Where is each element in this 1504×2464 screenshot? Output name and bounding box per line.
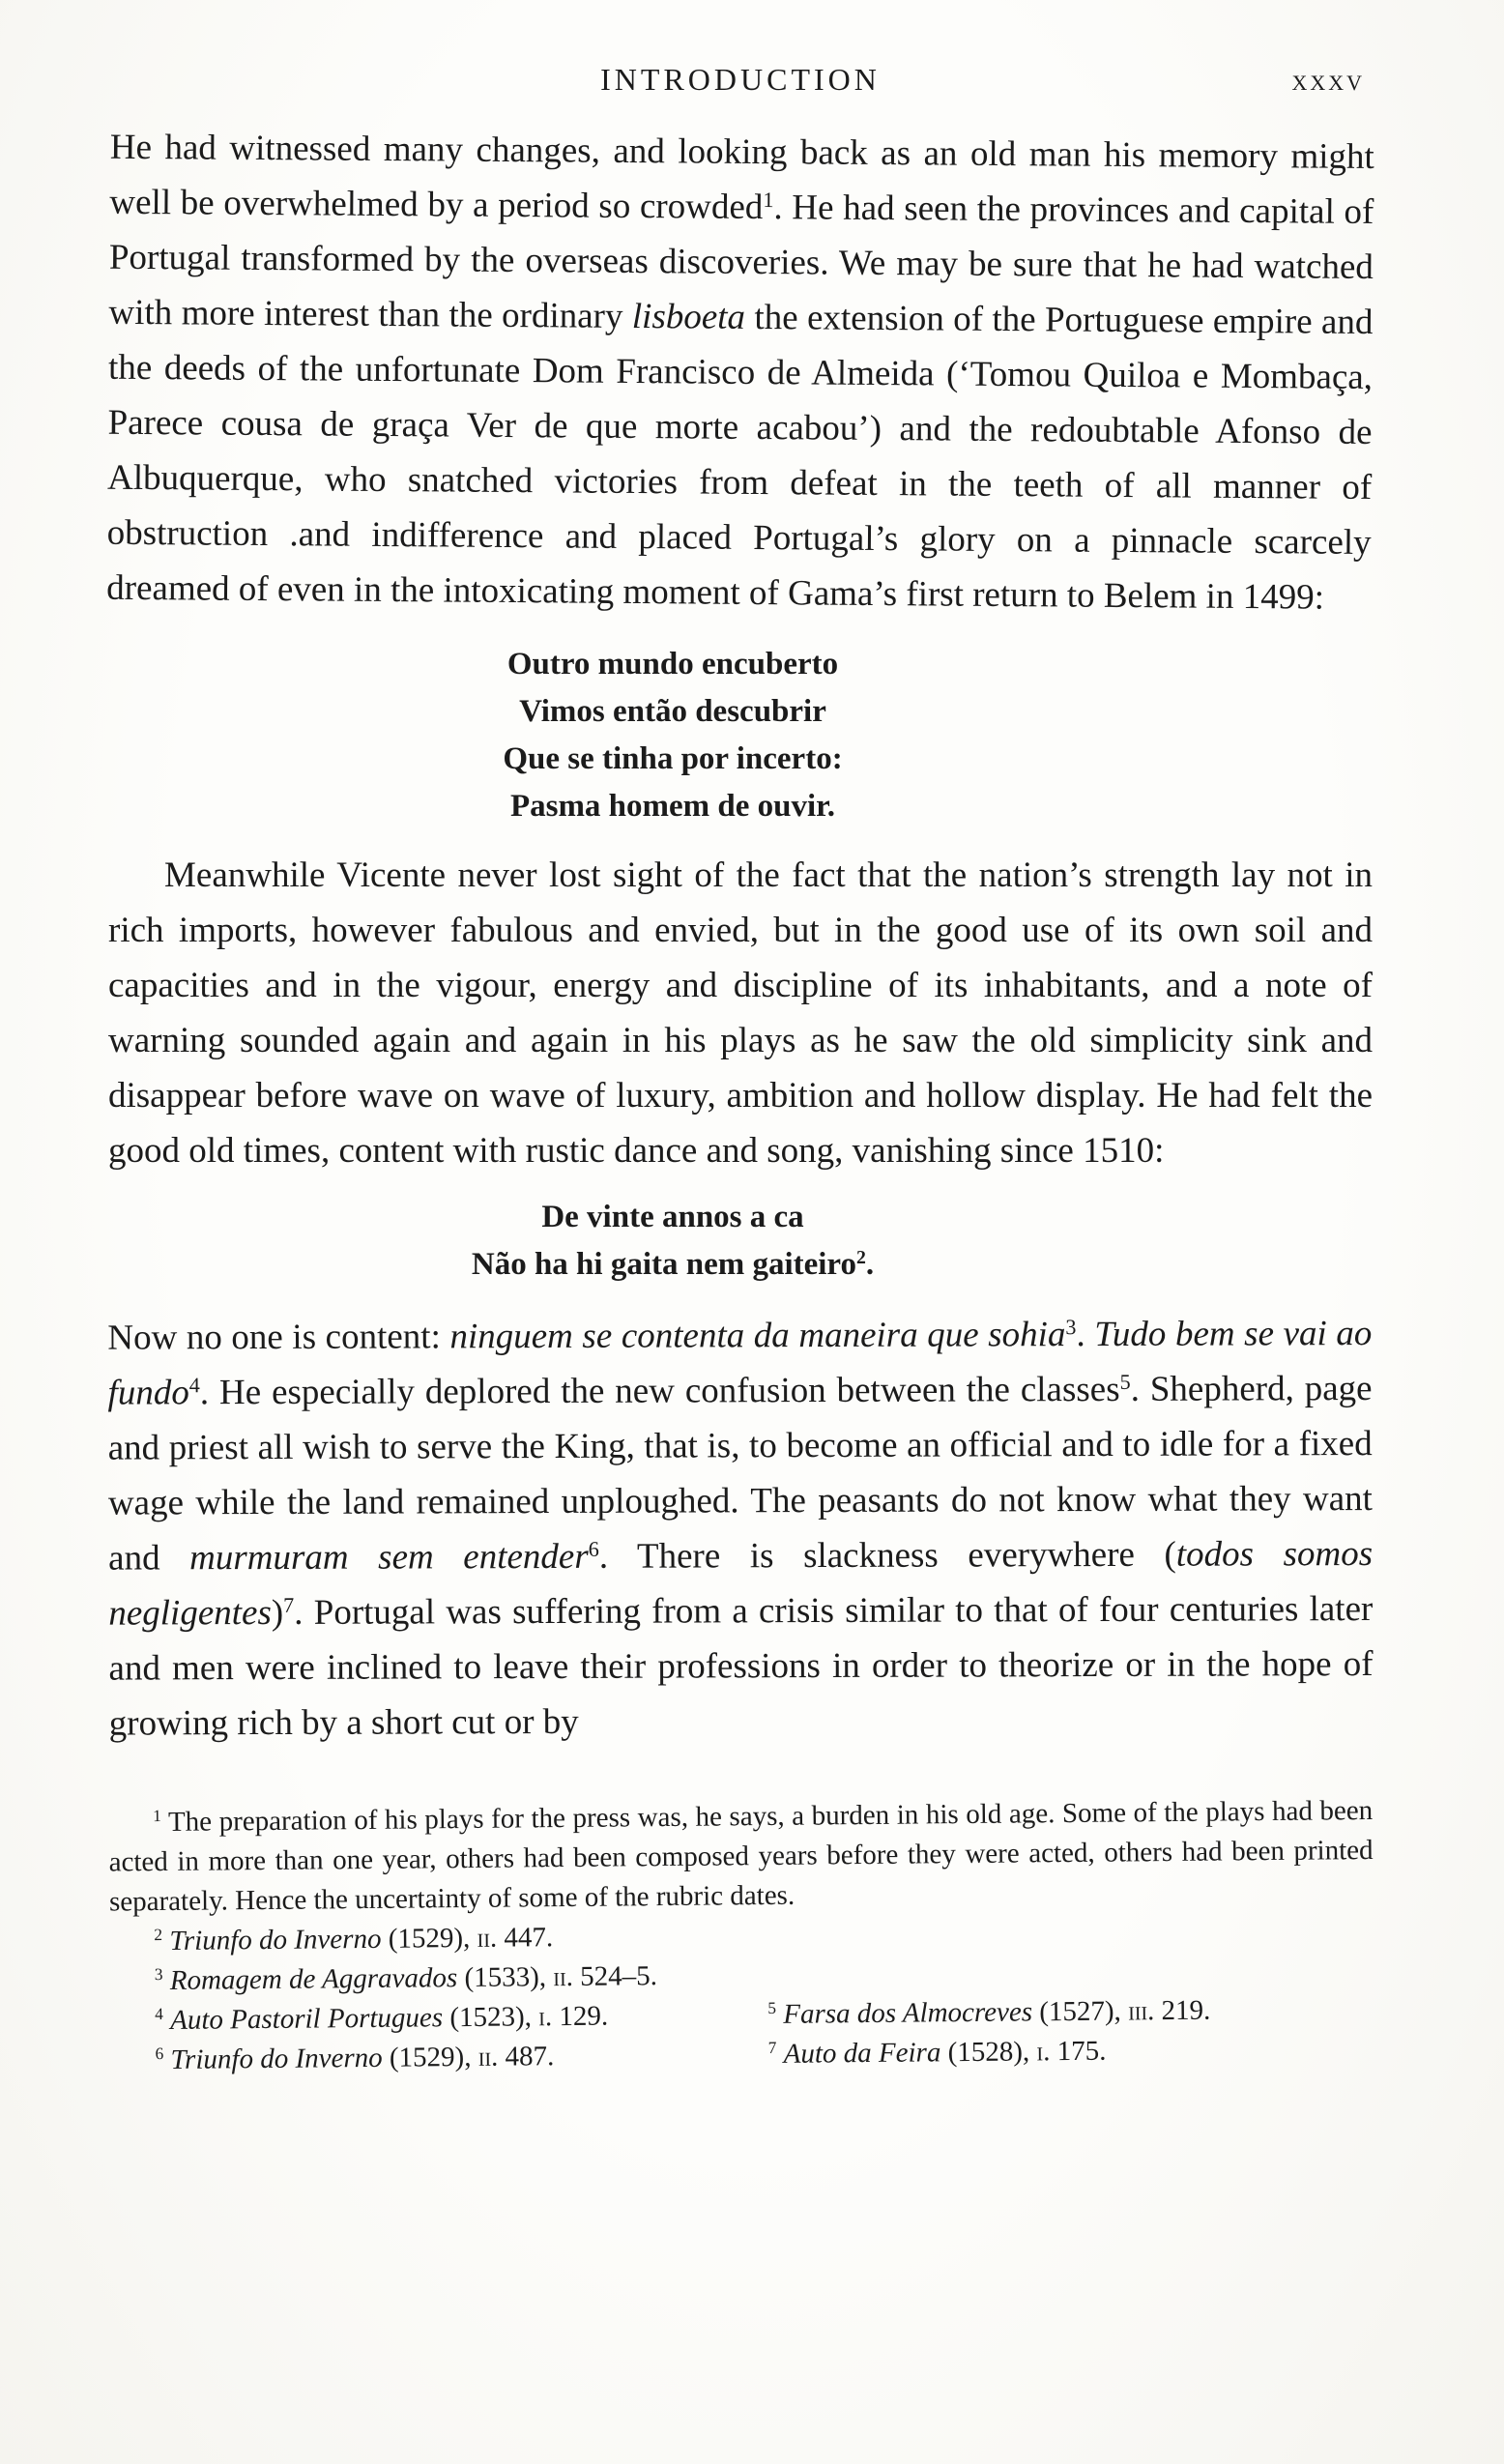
verse-line: Não ha hi gaita nem gaiteiro$^2$. xyxy=(471,1247,875,1282)
verse-line: Outro mundo encuberto xyxy=(506,647,839,681)
page-number: xxxv xyxy=(1291,62,1365,97)
paragraph-1: He had witnessed many changes, and looking back as an old man his memory might well be overwhelmed by a period so crowded$^1$. He had seen the provinces and capital of Portugal transformed by the overseas discoveries. We may be sure that he had watched with more interest than the ordinary lisboeta the extension of the Portuguese empire and the deeds of the unfortunate Dom Francisco de Almeida (‘Tomou Quiloa e Mombaça, Parece cousa de graça Ver de que morte acabou’) and the redoubtable Afonso de Albuquerque, who snatched victories from defeat in the teeth of all manner of obstruction .and indifference and placed Portugal’s glory on a pinnacle scarcely dreamed of even in the intoxicating moment of Gama’s first return to Belem in 1499: xyxy=(106,127,1374,618)
footnote-4: $^4$ Auto Pastoril Portugues (1523), i. 129. xyxy=(155,2000,609,2036)
verse-block-2 xyxy=(108,1194,1237,1289)
footnote-2: $^2$ Triunfo do Inverno (1529), ii. 447. xyxy=(154,1922,554,1957)
paragraph-3: Now no one is content: ninguem se contenta da maneira que sohia$^3$. Tudo bem se vai ao fundo$^4$. He especially deplored the new confusion between the classes$^5$. Shepherd, page and priest all wish to serve the King, that is, to become an official and to idle for a fixed wage while the land remained unploughed. The peasants do not know what they want and murmuram sem entender$^6$. There is slackness everywhere (todos somos negligentes)$^7$. Portugal was suffering from a crisis similar to that of four centuries later and men were inclined to leave their professions in order to theorize or in the hope of growing rich by a short cut or by xyxy=(107,1314,1374,1744)
footnote-5: $^5$ Farsa dos Almocreves (1527), iii. 219. xyxy=(767,1994,1211,2030)
verse-line: Que se tinha por incerto: xyxy=(503,741,843,776)
verse-line: Vimos então descubrir xyxy=(519,694,826,729)
footnote-7: $^7$ Auto da Feira (1528), i. 175. xyxy=(767,2035,1107,2070)
verse-line: Pasma homem de ouvir. xyxy=(509,789,836,824)
verse-line: De vinte annos a ca xyxy=(541,1200,804,1234)
running-title: INTRODUCTION xyxy=(600,62,881,97)
page-header xyxy=(108,62,1373,104)
verse-block-1 xyxy=(108,641,1237,830)
paragraph-2: Meanwhile Vicente never lost sight of the fact that the nation’s strength lay not in rich imports, however fabulous and envied, but in the good use of its own soil and capacities and in the vigour, energy and discipline of its inhabitants, and a note of warning sounded again and again in his plays as he saw the old simplicity sink and disappear before wave on wave of luxury, ambition and hollow display. He had felt the good old times, content with rustic dance and song, vanishing since 1510: xyxy=(108,855,1373,1171)
footnote-6: $^6$ Triunfo do Inverno (1529), ii. 487. xyxy=(155,2041,555,2075)
footnotes xyxy=(108,1791,1375,2081)
footnote-1: $^1$ The preparation of his plays for the press was, he says, a burden in his old age. Some of the plays had been acted in more than one year, others had been composed years before they were acted, others had been printed separately. Hence the uncertainty of some of the rubric dates. xyxy=(108,1794,1374,1918)
footnote-3: $^3$ Romagem de Aggravados (1533), ii. 524–5. xyxy=(154,1960,658,1996)
page-content xyxy=(106,62,1374,2075)
